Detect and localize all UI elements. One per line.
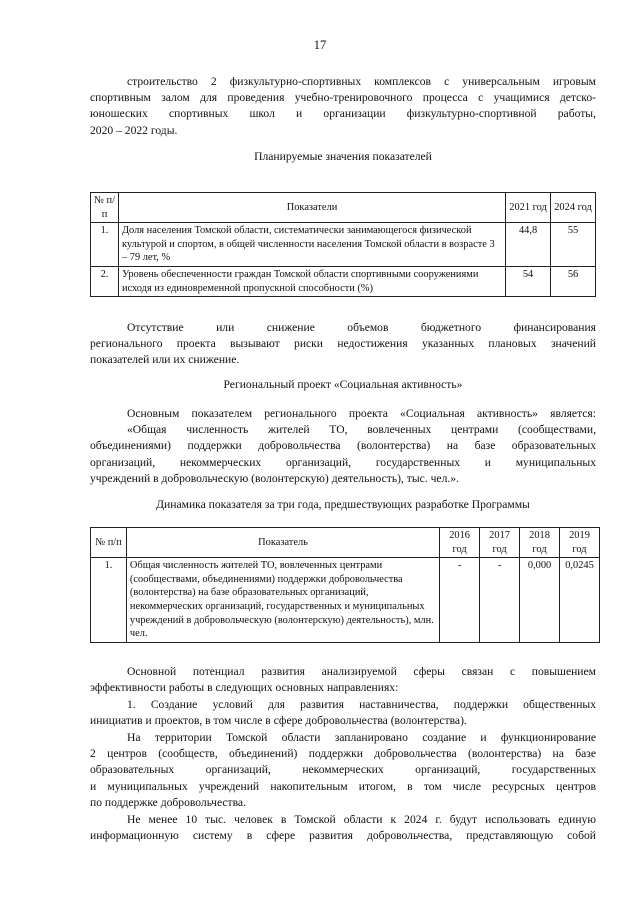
text-line: по поддержке добровольчества. bbox=[90, 795, 246, 809]
text-line: Основной потенциал развития анализируемой сферы связан с повышением bbox=[127, 665, 596, 678]
table-header-row bbox=[91, 193, 596, 223]
text-line: 2 центров (сообществ, объединений) поддержки добровольчества (волонтерства) на базе bbox=[90, 747, 596, 761]
project-title: Региональный проект «Социальная активность» bbox=[223, 378, 463, 391]
col-header-2018: 2018 год bbox=[520, 528, 560, 558]
dynamics-table bbox=[90, 527, 600, 643]
row-num: 1. bbox=[91, 223, 119, 267]
table-header-row bbox=[91, 528, 600, 558]
row-value-2019: 0,0245 bbox=[560, 558, 600, 643]
text-line: «Общая численность жителей ТО, вовлеченных центрами (сообществами, bbox=[127, 423, 596, 437]
row-value-2021: 44,8 bbox=[506, 223, 551, 267]
indicators-table bbox=[90, 192, 596, 297]
col-header-num: № п/п bbox=[91, 528, 127, 558]
col-header-2021: 2021 год bbox=[506, 193, 551, 223]
row-value-2024: 56 bbox=[551, 266, 596, 296]
text-line: Не менее 10 тыс. человек в Томской области к 2024 г. будут использовать единую bbox=[127, 813, 596, 826]
table1-heading: Планируемые значения показателей bbox=[254, 150, 432, 163]
text-line: Отсутствие или снижение объемов бюджетного финансирования bbox=[127, 321, 596, 334]
col-header-2016: 2016 год bbox=[440, 528, 480, 558]
row-value-2017: - bbox=[480, 558, 520, 643]
table-row bbox=[91, 558, 600, 643]
text-line: регионального проекта вызывают риски недостижения указанных плановых значений bbox=[90, 337, 596, 351]
text-line: юношеских спортивных школ и организации физкультурно-спортивной работы, bbox=[90, 107, 596, 121]
row-num: 1. bbox=[91, 558, 127, 643]
text-line: объединениями) поддержки добровольчества (волонтерства) на базе образовательных bbox=[90, 439, 596, 453]
text-line: организаций, некоммерческих организаций, государственных и муниципальных bbox=[90, 455, 596, 469]
potential-paragraph bbox=[90, 664, 596, 696]
item-1-paragraph bbox=[90, 697, 596, 729]
row-value-2018: 0,000 bbox=[520, 558, 560, 643]
text-line: образовательных организаций, некоммерческих организаций, государственных bbox=[90, 763, 596, 777]
intro-paragraph bbox=[90, 74, 596, 139]
col-header-2017: 2017 год bbox=[480, 528, 520, 558]
text-line: На территории Томской области запланировано создание и функционирование bbox=[127, 731, 596, 744]
text-line: информационную систему в сфере развития добровольчества, представляющую собой bbox=[90, 829, 596, 843]
row-name: Доля населения Томской области, систематически занимающегося физической культурой и спортом, в общей численности населения Томской области в возрасте 3 – 79 лет, % bbox=[118, 223, 505, 267]
text-line: 1. Создание условий для развития наставничества, поддержки общественных bbox=[127, 698, 596, 711]
table2-heading: Динамика показателя за три года, предшествующих разработке Программы bbox=[156, 498, 530, 511]
row-value-2016: - bbox=[440, 558, 480, 643]
text-line: показателей или их снижение. bbox=[90, 353, 240, 367]
row-num: 2. bbox=[91, 266, 119, 296]
text-line: строительство 2 физкультурно-спортивных комплексов с универсальным игровым bbox=[127, 75, 596, 88]
text-line: и муниципальных учреждений накопительным итогом, в том числе ресурсных центров bbox=[90, 779, 596, 793]
text-line: Основным показателем регионального проекта «Социальная активность» является: bbox=[127, 407, 596, 420]
text-line: учреждений в добровольческую (волонтерскую) деятельность), тыс. чел.». bbox=[90, 471, 459, 485]
text-line: инициатив и проектов, в том числе в сфере добровольчества (волонтерства). bbox=[90, 714, 467, 728]
last-paragraph bbox=[90, 812, 596, 844]
row-name: Уровень обеспеченности граждан Томской области спортивными сооружениями исходя из единовременной пропускной способности (%) bbox=[118, 266, 505, 296]
text-line: спортивным залом для проведения учебно-тренировочного процесса с учащимися детско- bbox=[90, 91, 596, 105]
col-header-2019: 2019 год bbox=[560, 528, 600, 558]
territory-paragraph bbox=[90, 730, 596, 811]
row-value-2024: 55 bbox=[551, 223, 596, 267]
page-number: 17 bbox=[313, 38, 327, 52]
col-header-name: Показатель bbox=[126, 528, 439, 558]
row-value-2021: 54 bbox=[506, 266, 551, 296]
table-row bbox=[91, 266, 596, 296]
risk-paragraph bbox=[90, 320, 596, 369]
col-header-2024: 2024 год bbox=[551, 193, 596, 223]
text-line: 2020 – 2022 годы. bbox=[90, 123, 178, 137]
col-header-name: Показатели bbox=[118, 193, 505, 223]
col-header-num: № п/п bbox=[91, 193, 119, 223]
main-indicator-paragraph bbox=[90, 406, 596, 487]
table-row bbox=[91, 223, 596, 267]
text-line: эффективности работы в следующих основных направлениях: bbox=[90, 681, 399, 695]
row-name: Общая численность жителей ТО, вовлеченных центрами (сообществами, объединениями) поддержки добровольчества (волонтерства) на базе образовательных организаций, некоммерческих организаций, государственных и муниципальных учреждений в добровольческую (волонтерскую) деятельность), млн. чел. bbox=[126, 558, 439, 643]
